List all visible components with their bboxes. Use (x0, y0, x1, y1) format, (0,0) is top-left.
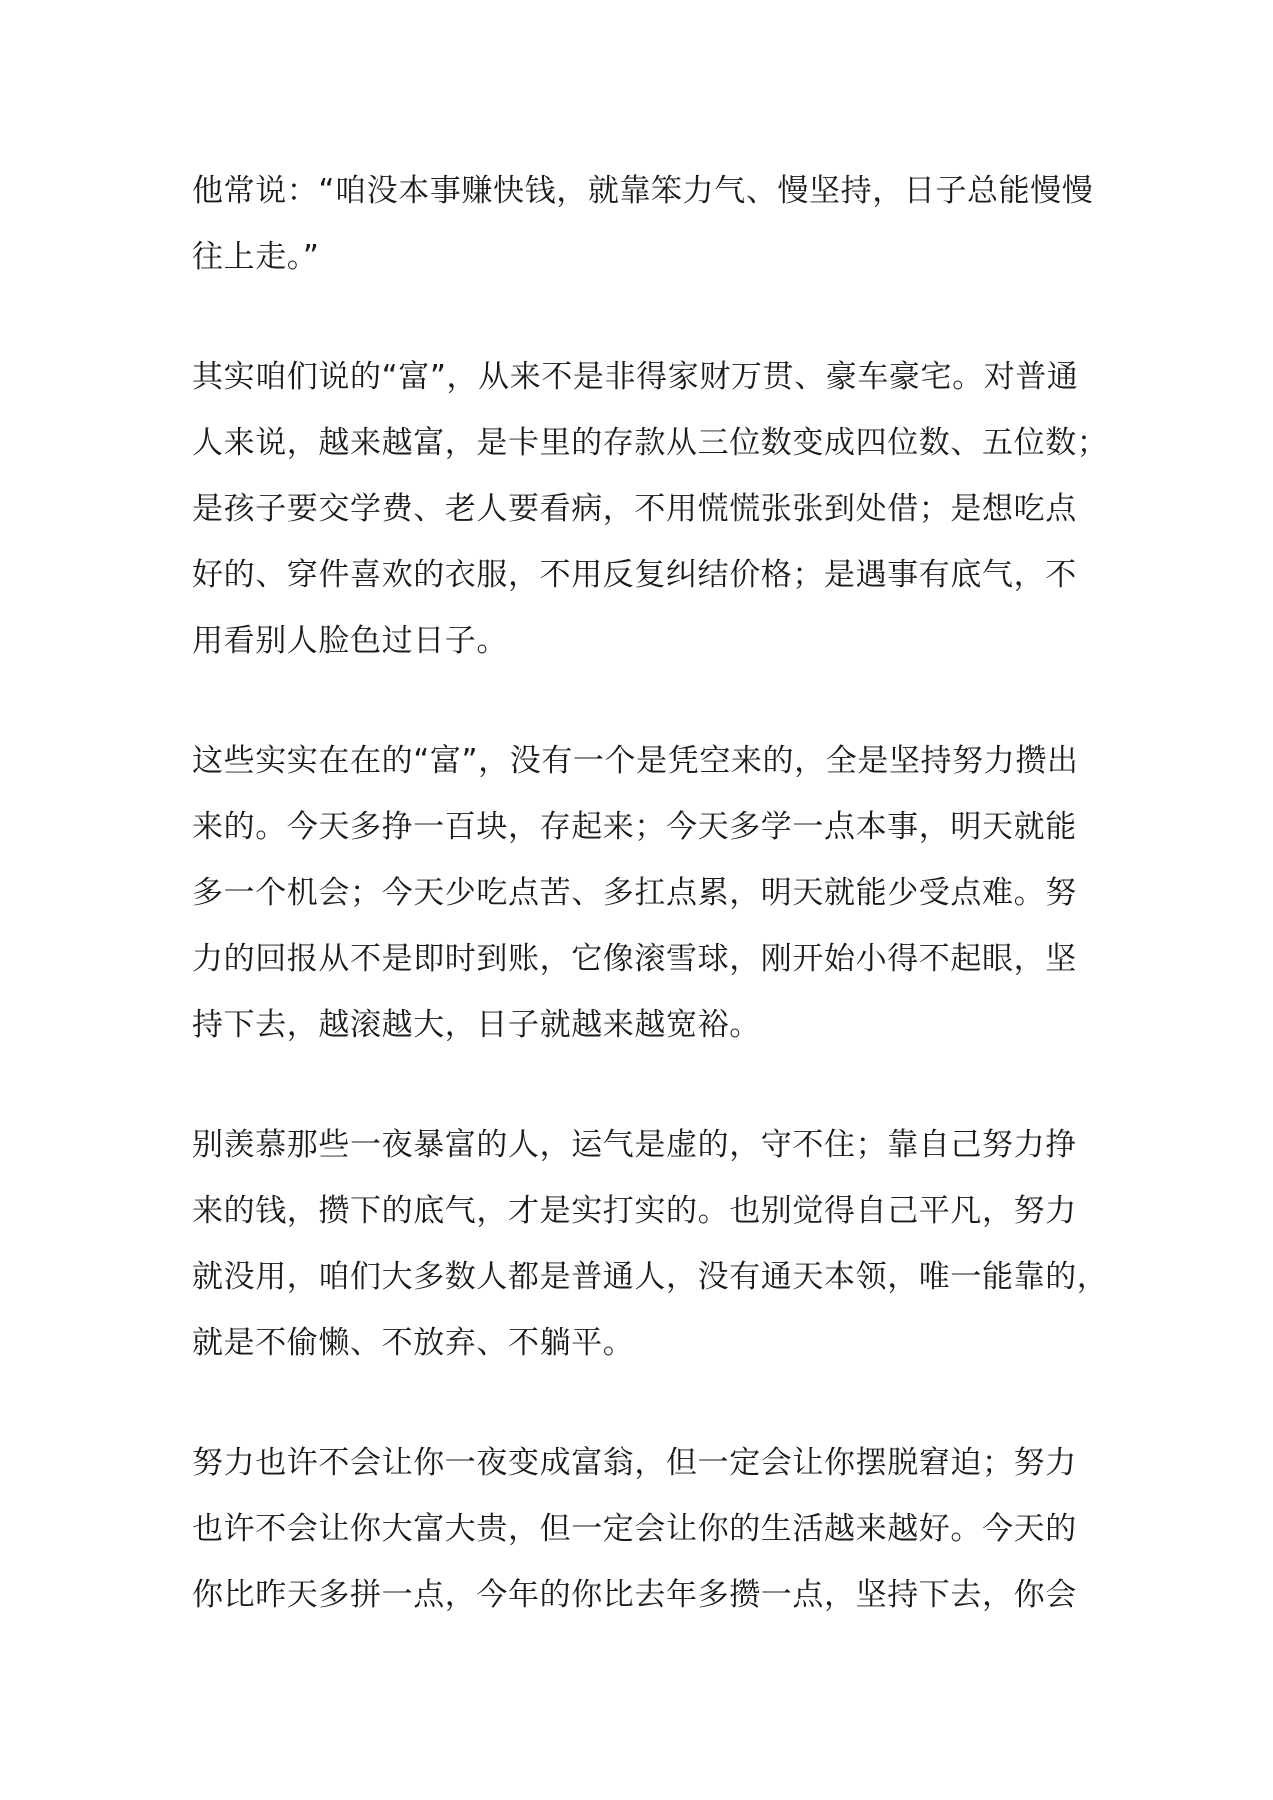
text-line: 也许不会让你大富大贵，但一定会让你的生活越来越好。今天的 (192, 1511, 1077, 1547)
text-line: 其实咱们说的“富”，从来不是非得家财万贯、豪车豪宅。对普通 (192, 359, 1079, 395)
text-line: 用看别人脸色过日子。 (192, 623, 508, 659)
text-line: 好的、穿件喜欢的衣服，不用反复纠结价格；是遇事有底气，不 (192, 557, 1077, 593)
text-line: 持下去，越滚越大，日子就越来越宽裕。 (192, 1007, 761, 1043)
text-line: 人来说，越来越富，是卡里的存款从三位数变成四位数、五位数； (192, 425, 1109, 461)
text-line: 来的钱，攒下的底气，才是实打实的。也别觉得自己平凡，努力 (192, 1193, 1077, 1229)
paragraph-4 (192, 1112, 1109, 1376)
text-line: 力的回报从不是即时到账，它像滚雪球，刚开始小得不起眼，坚 (192, 941, 1077, 977)
text-line: 来的。今天多挣一百块，存起来；今天多学一点本事，明天就能 (192, 809, 1077, 845)
text-line: 他常说：“咱没本事赚快钱，就靠笨力气、慢坚持，日子总能慢慢 (192, 173, 1094, 209)
text-line: 别羡慕那些一夜暴富的人，运气是虚的，守不住；靠自己努力挣 (192, 1127, 1077, 1163)
text-line: 就是不偷懒、不放弃、不躺平。 (192, 1325, 635, 1361)
text-line: 这些实实在在的“富”，没有一个是凭空来的，全是坚持努力攒出 (192, 743, 1079, 779)
paragraph-3 (192, 728, 1092, 1058)
text-line: 努力也许不会让你一夜变成富翁，但一定会让你摆脱窘迫；努力 (192, 1445, 1077, 1481)
text-line: 就没用，咱们大多数人都是普通人，没有通天本领，唯一能靠的， (192, 1259, 1109, 1295)
paragraph-1 (192, 158, 1092, 290)
text-line: 多一个机会；今天少吃点苦、多扛点累，明天就能少受点难。努 (192, 875, 1077, 911)
text-line: 是孩子要交学费、老人要看病，不用慌慌张张到处借；是想吃点 (192, 491, 1077, 527)
text-line: 你比昨天多拼一点，今年的你比去年多攒一点，坚持下去，你会 (192, 1577, 1077, 1613)
paragraph-2 (192, 344, 1109, 674)
paragraph-5 (192, 1430, 1092, 1628)
text-line: 往上走。” (192, 239, 320, 275)
